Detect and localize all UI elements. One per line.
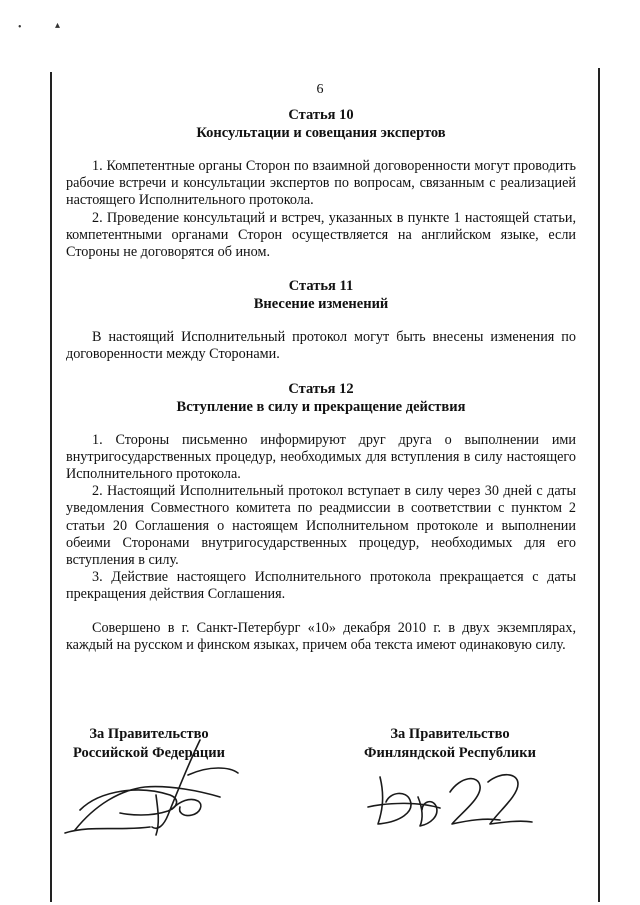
handwritten-signature-right [360,762,540,842]
article-title: Консультации и совещания экспертов [196,125,446,141]
signatory-line: Российской Федерации [72,745,225,761]
article-paragraph: 1. Стороны письменно информируют друг друга о выполнении ими внутригосударственных процедур, необходимых для вступления в силу настоящего Исполнительного протокола. [66,431,576,483]
left-scan-border [50,72,52,902]
article-11-heading [66,277,576,313]
article-number: Статья 11 [288,278,354,295]
page-number: 6 [316,82,324,97]
article-paragraph: 2. Проведение консультаций и встреч, указанных в пункте 1 настоящей статьи, компетентными органами Сторон осуществляется на английском языке, если Стороны не договорятся об ином. [66,209,576,261]
signatory-line: За Правительство [390,726,510,742]
signatory-line: За Правительство [89,726,209,742]
article-title: Внесение изменений [253,296,389,313]
article-paragraph: 1. Компетентные органы Сторон по взаимной договоренности могут проводить рабочие встречи и консультации экспертов по вопросам, связанным с реализацией настоящего Исполнительного протокола. [66,158,576,209]
signatory-right [350,725,550,763]
closing-statement: Совершено в г. Санкт-Петербург «10» декабря 2010 г. в двух экземплярах, каждый на русском и финском языках, причем оба текста имеют одинаковую силу. [66,619,576,653]
article-paragraph: 3. Действие настоящего Исполнительного протокола прекращается с даты прекращения действия Соглашения. [66,569,576,603]
scan-speck: ▴ [55,20,61,31]
article-number: Статья 10 [288,107,354,123]
document-body [66,106,576,654]
article-10-heading [66,106,576,142]
article-paragraph: В настоящий Исполнительный протокол могут быть внесены изменения по договоренности между Сторонами. [66,329,576,363]
article-title: Вступление в силу и прекращение действия [176,398,466,415]
handwritten-signature-left [60,735,260,845]
right-scan-border [598,68,600,902]
scan-speck: • [18,22,22,33]
article-12-heading [66,380,576,416]
article-number: Статья 12 [288,380,354,397]
article-paragraph: 2. Настоящий Исполнительный протокол вступает в силу через 30 дней с даты уведомления Совместного комитета по реадмиссии в соответствии с пунктом 2 статьи 20 Соглашения о настоящем Исполнительном протоколе и выполнении обеими Сторонами внутригосударственных процедур, необходимых для его вступления в силу. [66,483,576,569]
signatory-line: Финляндской Республики [364,745,536,761]
